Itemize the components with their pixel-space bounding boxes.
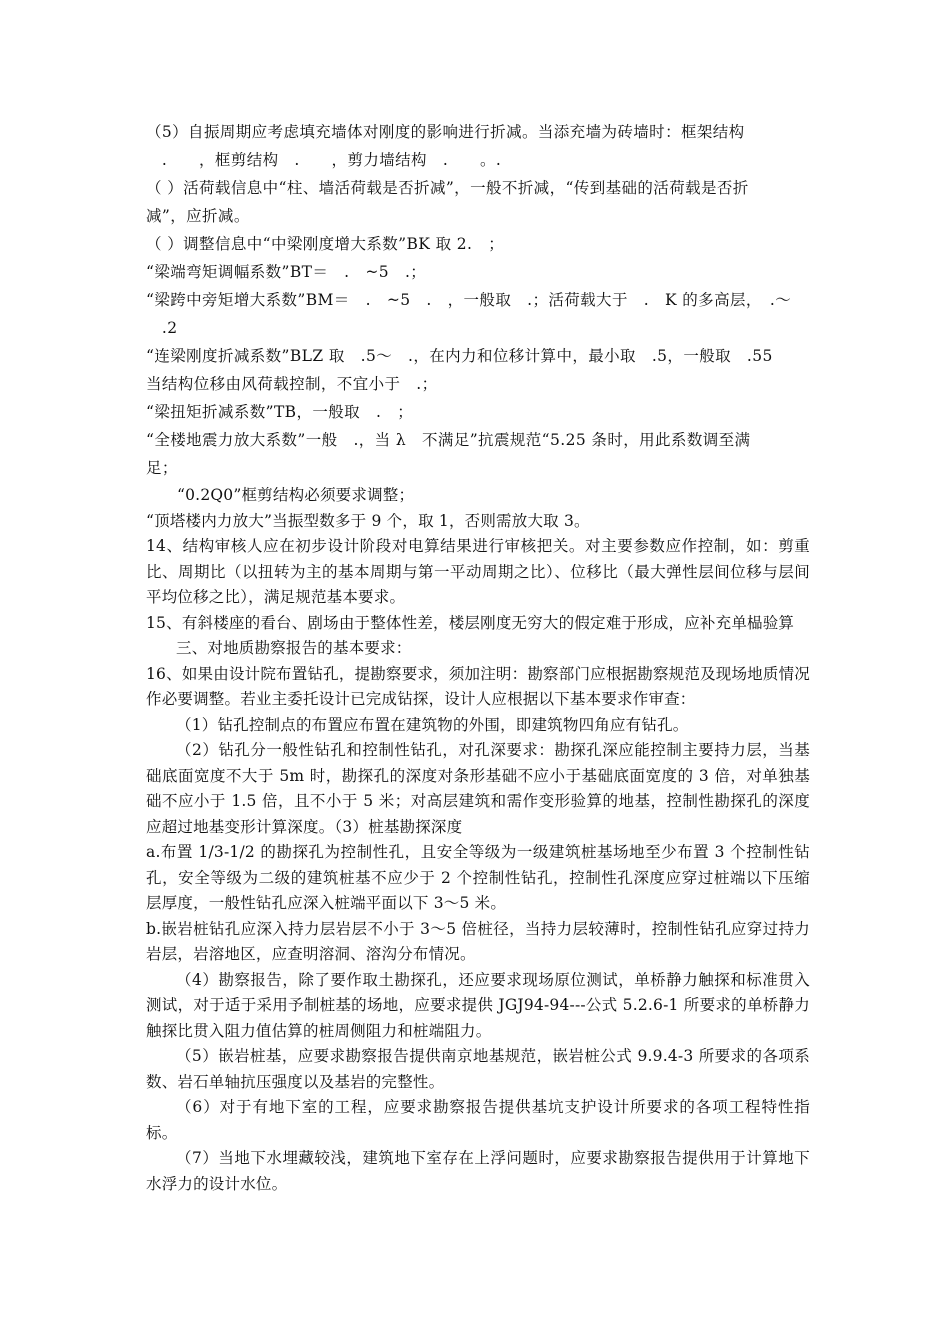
item-16-7: （7）当地下水埋藏较浅，建筑地下室存在上浮问题时，应要求勘察报告提供用于计算地下水浮力的设计水位。 [146,1149,810,1193]
paragraph-02q0: “0.2Q0”框剪结构必须要求调整； [177,486,415,504]
text-line: 当结构位移由风荷载控制，不宜小于 .； [146,375,438,393]
text-line: “全楼地震力放大系数”一般 .，当 λ 不满足”抗震规范“5.25 条时，用此系数调至满 [146,431,751,449]
text-line: . ，框剪结构 . ，剪力墙结构 . 。. [146,151,502,169]
item-a: a.布置 1/3-1/2 的勘探孔为控制性孔，且安全等级为一级建筑桩基场地至少布置 3 个控制性钻孔，安全等级为二级的建筑桩基不应少于 2 个控制性钻孔，控制性孔深度应穿过桩端以下压缩层厚度，一般性钻孔应深入桩端平面以下 3～5 米。 [146,843,810,912]
text-line: 足； [146,459,178,477]
text-line: .2 [146,319,178,337]
item-16-6: （6）对于有地下室的工程，应要求勘察报告提供基坑支护设计所要求的各项工程特性指标。 [146,1098,810,1142]
section-heading: 三、对地质勘察报告的基本要求： [176,639,412,657]
parameter-notes [146,118,810,482]
item-16-1: （1）钻孔控制点的布置应布置在建筑物的外围，即建筑物四角应有钻孔。 [176,715,689,734]
review-requirements [146,483,810,1197]
text-line: 减”，应折减。 [146,207,250,225]
text-line: “连梁刚度折减系数”BLZ 取 .5～ .，在内力和位移计算中，最小取 .5，一般取 .55 [146,347,773,365]
item-16-4: （4）勘察报告，除了要作取土勘探孔，还应要求现场原位测试，单桥静力触探和标准贯入测试，对于适于采用予制桩基的场地，应要求提供 JGJ94-94---公式 5.2.6-1 所要求的单桥静力触探比贯入阻力值估算的桩周侧阻力和桩端阻力。 [146,970,810,1040]
text-line: （5）自振周期应考虑填充墙体对刚度的影响进行折减。当添充墙为砖墙时：框架结构 [146,123,745,141]
paragraph-15: 15、有斜楼座的看台、剧场由于整体性差，楼层刚度无穷大的假定难于形成，应补充单榀验算 [146,613,795,632]
item-b: b.嵌岩桩钻孔应深入持力层岩层不小于 3～5 倍桩径，当持力层较薄时，控制性钻孔应穿过持力岩层，岩溶地区，应查明溶洞、溶沟分布情况。 [146,919,810,963]
item-16-5: （5）嵌岩桩基，应要求勘察报告提供南京地基规范，嵌岩桩公式 9.9.4-3 所要求的各项系数、岩石单轴抗压强度以及基岩的完整性。 [146,1047,810,1091]
paragraph-tower-amplification: “顶塔楼内力放大”当振型数多于 9 个，取 1，否则需放大取 3。 [146,511,590,530]
paragraph-16: 16、如果由设计院布置钻孔，提勘察要求，须加注明：勘察部门应根据勘察规范及现场地质情况作必要调整。若业主委托设计已完成钻探，设计人应根据以下基本要求作审查： [146,664,810,708]
item-16-2: （2）钻孔分一般性钻孔和控制性钻孔，对孔深要求：勘探孔深应能控制主要持力层，当基础底面宽度不大于 5m 时，勘探孔的深度对条形基础不应小于基础底面宽度的 3 倍，对单独基础不应小于 1.5 倍，且不小于 5 米；对高层建筑和需作变形验算的地基，控制性勘探孔的深度应超过地基变形计算深度。（3）桩基勘探深度 [146,741,810,836]
text-line: （ ）活荷载信息中“柱、墙活荷载是否折减”，一般不折减，“传到基础的活荷载是否折 [146,179,749,197]
text-line: “梁扭矩折减系数”TB，一般取 . ； [146,403,414,421]
text-line: （ ）调整信息中“中梁刚度增大系数”BK 取 2. ； [146,235,505,253]
text-line: “梁端弯矩调幅系数”BT＝ . ~5 .； [146,263,427,281]
text-line: “梁跨中旁矩增大系数”BM＝ . ~5 . ，一般取 .；活荷载大于 . K 的多高层， .～ [146,291,792,309]
paragraph-14: 14、结构审核人应在初步设计阶段对电算结果进行审核把关。对主要参数应作控制，如：剪重比、周期比（以扭转为主的基本周期与第一平动周期之比）、位移比（最大弹性层间位移与层间平均位移之比），满足规范基本要求。 [146,537,810,606]
